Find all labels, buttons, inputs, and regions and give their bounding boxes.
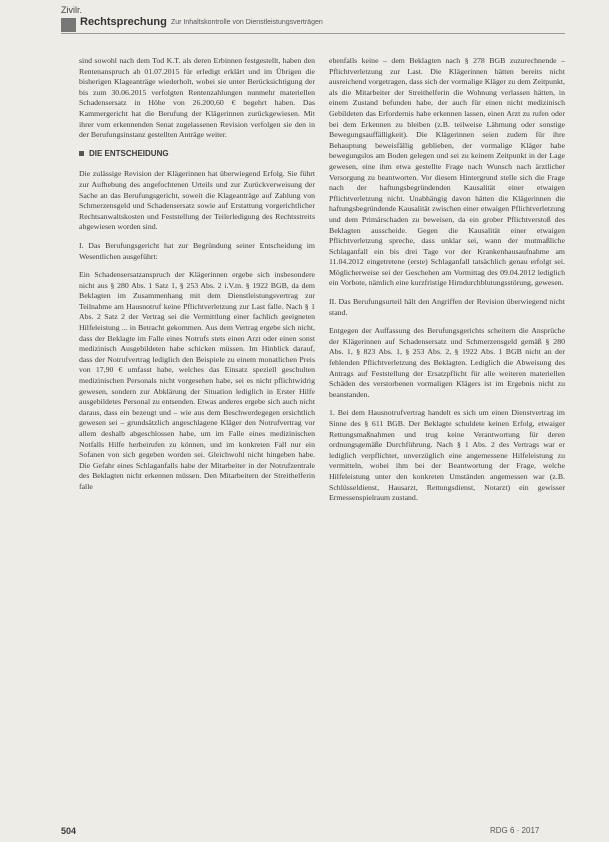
header-marker xyxy=(61,18,76,32)
header-rule xyxy=(61,33,565,34)
header-title: Rechtsprechung xyxy=(80,16,167,28)
section-heading xyxy=(79,149,315,160)
page-number: 504 xyxy=(61,826,77,836)
right-paragraph: II. Das Berufungsurteil hält den Angriffen der Revision überwiegend nicht stand. xyxy=(329,297,565,317)
left-column xyxy=(79,56,315,501)
journal-citation: RDG 6 · 2017 xyxy=(490,826,540,835)
right-paragraph: ebenfalls keine – dem Beklagten nach § 278 BGB zuzurechnende – Pflichtverletzung zur Last. Die Klägerinnen hätten bereits nicht ausreichend vorgetragen, dass sich der vormalige Kläger zu dem Zeitpunkt, als die Mitarbeiter der Streithelferin die Wohnung verlassen hätten, in einem Zustand befunden habe, der auch für einen nicht medizinisch Gebildeten das Erfordernis habe erkennen lassen, einen Arzt zu rufen oder bei dem Erkennen zu bleiben (z.B. teilweise Lähmung oder sonstige Bewegungsauffälligkeit). Die Klägerinnen seien zudem für ihre Behauptung beweisfällig geblieben, der vormalige Kläger habe bewegungslos am Boden gelegen und sei zu keinem Zeitpunkt in der Lage gewesen, eine ihm etwa gestellte Frage nach Wunsch nach ärztlicher Versorgung zu beantworten. Vor diesem Hintergrund stelle sich die Frage nach der haftungsbegründenden Kausalität einer etwaigen Pflichtverletzung nicht. Unabhängig davon hätten die Klägerinnen die haftungsbegründende Kausalität zwischen einer etwaigen Pflichtverletzung und dem Primärschaden zu beweisen, da ein grober Pflichtverstoß des Beklagten ausscheide. Gegen die Kausalität einer etwaigen Pflichtverletzung spreche, dass unklar sei, wann der mutmaßliche Schlaganfall ein bis drei Tage vor der Krankenhausaufnahme am 11.04.2012 eingetretene (erste) Schlaganfall tatsächlich genau erfolgt sei. Möglicherweise sei der Geschehen am Vormittag des 09.04.2012 lediglich ein Vorbote, nämlich eine kurzfristige Hirndurchblutungsstörung, gewesen. xyxy=(329,56,565,288)
section-label: Zivilr. xyxy=(61,5,82,15)
right-column xyxy=(329,56,565,512)
right-paragraph: 1. Bei dem Hausnotrufvertrag handelt es sich um einen Dienstvertrag im Sinne des § 611 BGB. Der Beklagte schuldete keinen Erfolg, etwaiger Rettungsmaßnahmen und trug keine Verantwortung für deren ordnungsgemäße Durchführung. Nach § 1 Abs. 2 des Vertrags war er lediglich verpflichtet, unverzüglich eine angemessene Hilfeleistung zu vermitteln, wobei ihm bei der Beantwortung der Frage, welche Hilfeleistung unter den konkreten Umständen angemessen war (z.B. Schlüsseldienst, Hausarzt, Rettungsdienst, Notarzt) ein gewisser Ermessenspielraum zustand. xyxy=(329,408,565,503)
heading-square-icon xyxy=(79,151,84,156)
left-paragraph: sind sowohl nach dem Tod K.T. als deren Erbinnen festgestellt, haben den Rentenanspruch ab 01.07.2015 für erledigt erklärt und im Übrigen die bisherigen Klageanträge wiederholt, wobei sie unter Berücksichtigung der bis zum 30.06.2015 verfolgten Rentenzahlungen nunmehr materiellen Schadensersatz in Höhe von 26.200,60 € begehrt haben. Das Kammergericht hat die Berufung der Klägerinnen zurückgewiesen. Mit ihrer vom erkennenden Senat zugelassenen Revision verfolgen sie den in der Berufungsinstanz gestellten Anträge weiter. xyxy=(79,56,315,140)
right-paragraph: Entgegen der Auffassung des Berufungsgerichts scheitern die Ansprüche der Klägerinnen auf Schadensersatz und Schmerzensgeld gemäß § 280 Abs. 1, § 823 Abs. 1, § 253 Abs. 2, § 1922 Abs. 1 BGB nicht an der fehlenden Pflichtverletzung des Beklagten. Lediglich die Abweisung des Antrags auf Feststellung der Ersatzpflicht für alle weiteren materiellen Schäden des verstorbenen vormaligen Klägers ist im Ergebnis nicht zu beanstanden. xyxy=(329,326,565,399)
left-paragraph: Ein Schadensersatzanspruch der Klägerinnen ergebe sich insbesondere nicht aus § 280 Abs. 1 Satz 1, § 253 Abs. 2 i.V.m. § 1922 BGB, da dem Beklagten im Zusammenhang mit dem Dienstleistungsvertrag zur Teilnahme am Hausnotruf keine Pflichtverletzung zur Last falle. Nach § 1 Abs. 2 Satz 2 der Vertrag sei die Vermittlung einer fachlich geeigneten Hilfeleistung ... in Betracht gekommen. Aus dem Vertrag ergebe sich nicht, dass der Beklagte im Falle eines Notrufs stets einen Arzt oder einen sonst medizinisch Ausgebildeten habe schicken müssen. Im Hinblick darauf, dass der Notrufvertrag lediglich den Beispiele zu einem monatlichen Preis von 17,90 € umfasst habe, welches das Einsatz speziell geschulten medizinischen Personals nicht vorgesehen habe, sei es nicht pflichtwidrig gewesen, sondern zur Abklärung der Situation lediglich in Erster Hilfe ausgebildetes Personal zu entsenden. Etwas anderes ergebe sich auch nicht daraus, dass ein bezeugt und – wie aus dem Beschwerdegegen ersichtlich gewesen sei – grundsätzlich angeschlagene Kläger den Notrufvertrag vor allem deshalb abgeschlossen habe, um im Falle eines medizinischen Notfalls Hilfe herbeirufen zu können, und im konkreten Fall nur ein Sofanen von sich gegeben worden sei. Gleichwohl nicht hingeben habe. Die Gefahr eines Schlaganfalls habe der Mitarbeiter in der Notrufzentrale des Beklagten nicht erkennen müssen. Den Mitarbeitern der Streithelferin falle xyxy=(79,270,315,491)
left-paragraph: I. Das Berufungsgericht hat zur Begründung seiner Entscheidung im Wesentlichen ausgeführt: xyxy=(79,240,315,261)
header-subtitle: Zur Inhaltskontrolle von Dienstleistungsverträgen xyxy=(171,19,323,26)
left-paragraph: Die zulässige Revision der Klägerinnen hat überwiegend Erfolg. Sie führt zur Aufhebung des angefochtenen Urteils und zur Zurückverweisung der Sache an das Berufungsgericht, soweit die Klageanträge auf Zahlung von Schmerzensgeld und Schadensersatz sowie auf Erstattung vorgerichtlicher Rechtsanwaltskosten und Feststellung der Teilerledigung des Rechtsstreits abgewiesen worden sind. xyxy=(79,169,315,232)
section-heading-text: DIE ENTSCHEIDUNG xyxy=(89,148,169,158)
